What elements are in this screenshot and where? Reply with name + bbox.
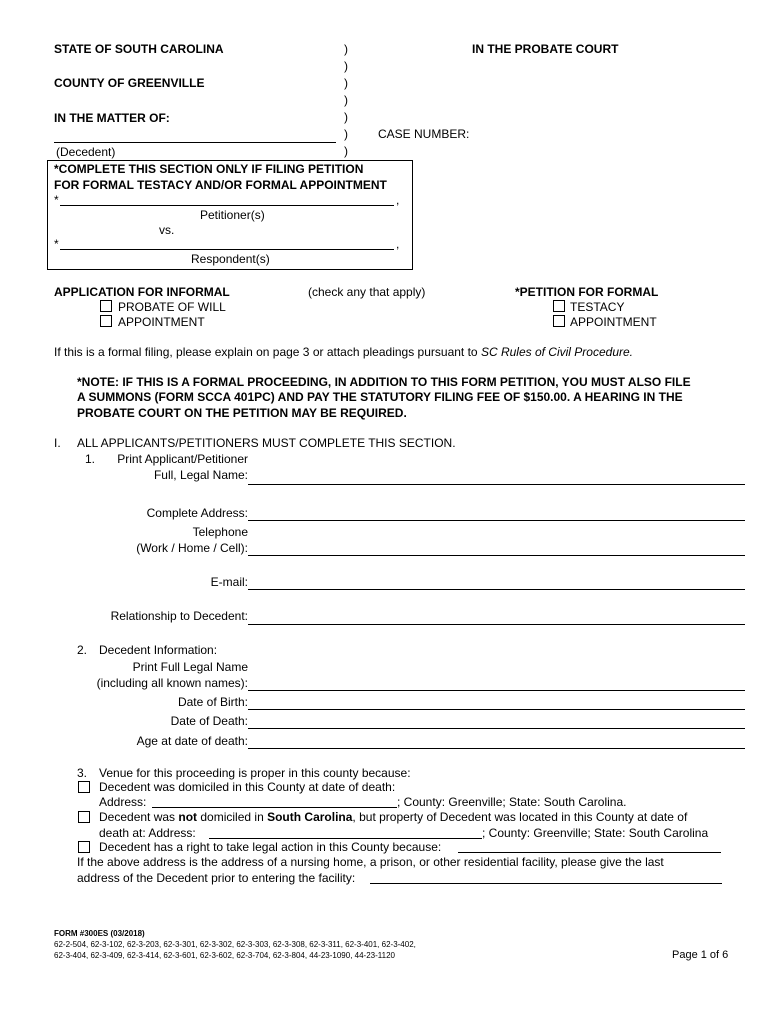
county-heading: COUNTY OF GREENVILLE: [54, 76, 205, 90]
informal-title: APPLICATION FOR INFORMAL: [54, 285, 230, 299]
matter-heading: IN THE MATTER OF:: [54, 111, 170, 125]
email-label: E-mail:: [210, 575, 248, 589]
informal-appointment-label: APPOINTMENT: [118, 315, 205, 329]
state-heading: STATE OF SOUTH CAROLINA: [54, 42, 224, 56]
warning-line-1: *NOTE: IF THIS IS A FORMAL PROCEEDING, IN ADDITION TO THIS FORM PETITION, YOU MUST ALSO FILE: [77, 375, 691, 389]
probate-of-will-label: PROBATE OF WILL: [118, 300, 226, 314]
relationship-field[interactable]: [248, 624, 745, 625]
formal-box-title-2: FOR FORMAL TESTACY AND/OR FORMAL APPOINTMENT: [54, 178, 387, 192]
dob-label: Date of Birth:: [177, 695, 248, 709]
venue-address-field[interactable]: [152, 807, 397, 808]
venue-property-address-label: death at: Address:: [99, 826, 196, 840]
email-field[interactable]: [248, 589, 745, 590]
form-number: FORM #300ES (03/2018): [54, 929, 145, 938]
dod-field[interactable]: [248, 728, 745, 729]
venue-title: Venue for this proceeding is proper in this county because:: [99, 766, 411, 780]
address-field[interactable]: [248, 520, 745, 521]
age-field[interactable]: [248, 748, 745, 749]
venue-legal-action-field[interactable]: [458, 852, 721, 853]
decedent-name-label-2: (including all known names):: [96, 676, 248, 690]
venue-legal-action-label: Decedent has a right to take legal action in this County because:: [99, 840, 442, 854]
age-label: Age at date of death:: [136, 734, 248, 748]
applicant-name-label-1: Print Applicant/Petitioner: [117, 452, 248, 466]
relationship-label: Relationship to Decedent:: [110, 609, 248, 623]
decedent-caption: (Decedent): [56, 145, 116, 159]
venue-domiciled-checkbox[interactable]: [78, 781, 90, 793]
venue-property-label: Decedent was not domiciled in South Carolina, but property of Decedent was located in this County at date of: [99, 810, 688, 824]
telephone-field[interactable]: [248, 555, 745, 556]
case-number-label: CASE NUMBER:: [378, 127, 470, 141]
item-3-number: 3.: [77, 766, 88, 780]
dob-field[interactable]: [248, 709, 745, 710]
petitioners-label: Petitioner(s): [200, 208, 265, 222]
statute-codes-1: 62-2-504, 62-3-102, 62-3-203, 62-3-301, 62-3-302, 62-3-303, 62-3-308, 62-3-311, 62-3-401, 62-3-402,: [54, 940, 416, 949]
decedent-info-title: Decedent Information:: [99, 643, 218, 657]
civil-procedure-ref: SC Rules of Civil Procedure.: [480, 345, 633, 359]
probate-of-will-checkbox[interactable]: [100, 300, 112, 312]
formal-filing-note: If this is a formal filing, please explain on page 3 or attach pleadings pursuant to SC Rules of Civil Procedure.: [54, 345, 633, 359]
informal-appointment-checkbox[interactable]: [100, 315, 112, 327]
testacy-label: TESTACY: [570, 300, 625, 314]
section-title: ALL APPLICANTS/PETITIONERS MUST COMPLETE THIS SECTION.: [77, 436, 456, 450]
formal-appointment-checkbox[interactable]: [553, 315, 565, 327]
address-label: Complete Address:: [146, 506, 248, 520]
formal-appointment-label: APPOINTMENT: [570, 315, 657, 329]
page-number: Page 1 of 6: [672, 949, 729, 961]
telephone-label-2: (Work / Home / Cell):: [136, 541, 248, 555]
venue-address-tail: ; County: Greenville; State: South Carolina.: [397, 795, 627, 809]
dod-label: Date of Death:: [170, 714, 248, 728]
testacy-checkbox[interactable]: [553, 300, 565, 312]
venue-address-label: Address:: [99, 795, 147, 809]
venue-domiciled-label: Decedent was domiciled in this County at date of death:: [99, 780, 396, 794]
venue-property-address-field[interactable]: [209, 838, 482, 839]
respondent-line[interactable]: [60, 249, 394, 250]
formal-box-title-1: *COMPLETE THIS SECTION ONLY IF FILING PETITION: [54, 162, 364, 176]
nursing-note-1: If the above address is the address of a nursing home, a prison, or other residential facility, please give the last: [77, 855, 664, 869]
check-any-note: (check any that apply): [308, 285, 426, 299]
statute-codes-2: 62-3-404, 62-3-409, 62-3-414, 62-3-601, 62-3-602, 62-3-704, 62-3-804, 44-23-1090, 44-23-1120: [54, 951, 395, 960]
prior-address-field[interactable]: [370, 883, 722, 884]
comma: ,: [396, 237, 400, 251]
decedent-name-label-1: Print Full Legal Name: [132, 660, 248, 674]
court-heading: IN THE PROBATE COURT: [472, 42, 619, 56]
venue-property-checkbox[interactable]: [78, 811, 90, 823]
vs-label: vs.: [159, 223, 175, 237]
venue-property-tail: ; County: Greenville; State: South Carolina: [482, 826, 709, 840]
decedent-name-line[interactable]: [54, 142, 336, 143]
nursing-note-2: address of the Decedent prior to entering the facility:: [77, 871, 356, 885]
comma: ,: [396, 193, 400, 207]
applicant-name-label-2: Full, Legal Name:: [153, 468, 248, 482]
warning-line-2: A SUMMONS (FORM SCCA 401PC) AND PAY THE STATUTORY FILING FEE OF $150.00. A HEARING IN THE: [77, 390, 683, 404]
warning-line-3: PROBATE COURT ON THE PETITION MAY BE REQUIRED.: [77, 406, 407, 420]
applicant-name-field[interactable]: [248, 484, 745, 485]
asterisk: *: [54, 193, 59, 207]
item-1-number: 1.: [85, 452, 96, 466]
asterisk: *: [54, 237, 59, 251]
respondents-label: Respondent(s): [191, 252, 270, 266]
venue-legal-action-checkbox[interactable]: [78, 841, 90, 853]
item-2-number: 2.: [77, 643, 88, 657]
petitioner-line[interactable]: [60, 205, 394, 206]
telephone-label-1: Telephone: [192, 525, 248, 539]
formal-petition-title: *PETITION FOR FORMAL: [515, 285, 659, 299]
decedent-name-field[interactable]: [248, 690, 745, 691]
section-numeral: I.: [54, 436, 61, 450]
